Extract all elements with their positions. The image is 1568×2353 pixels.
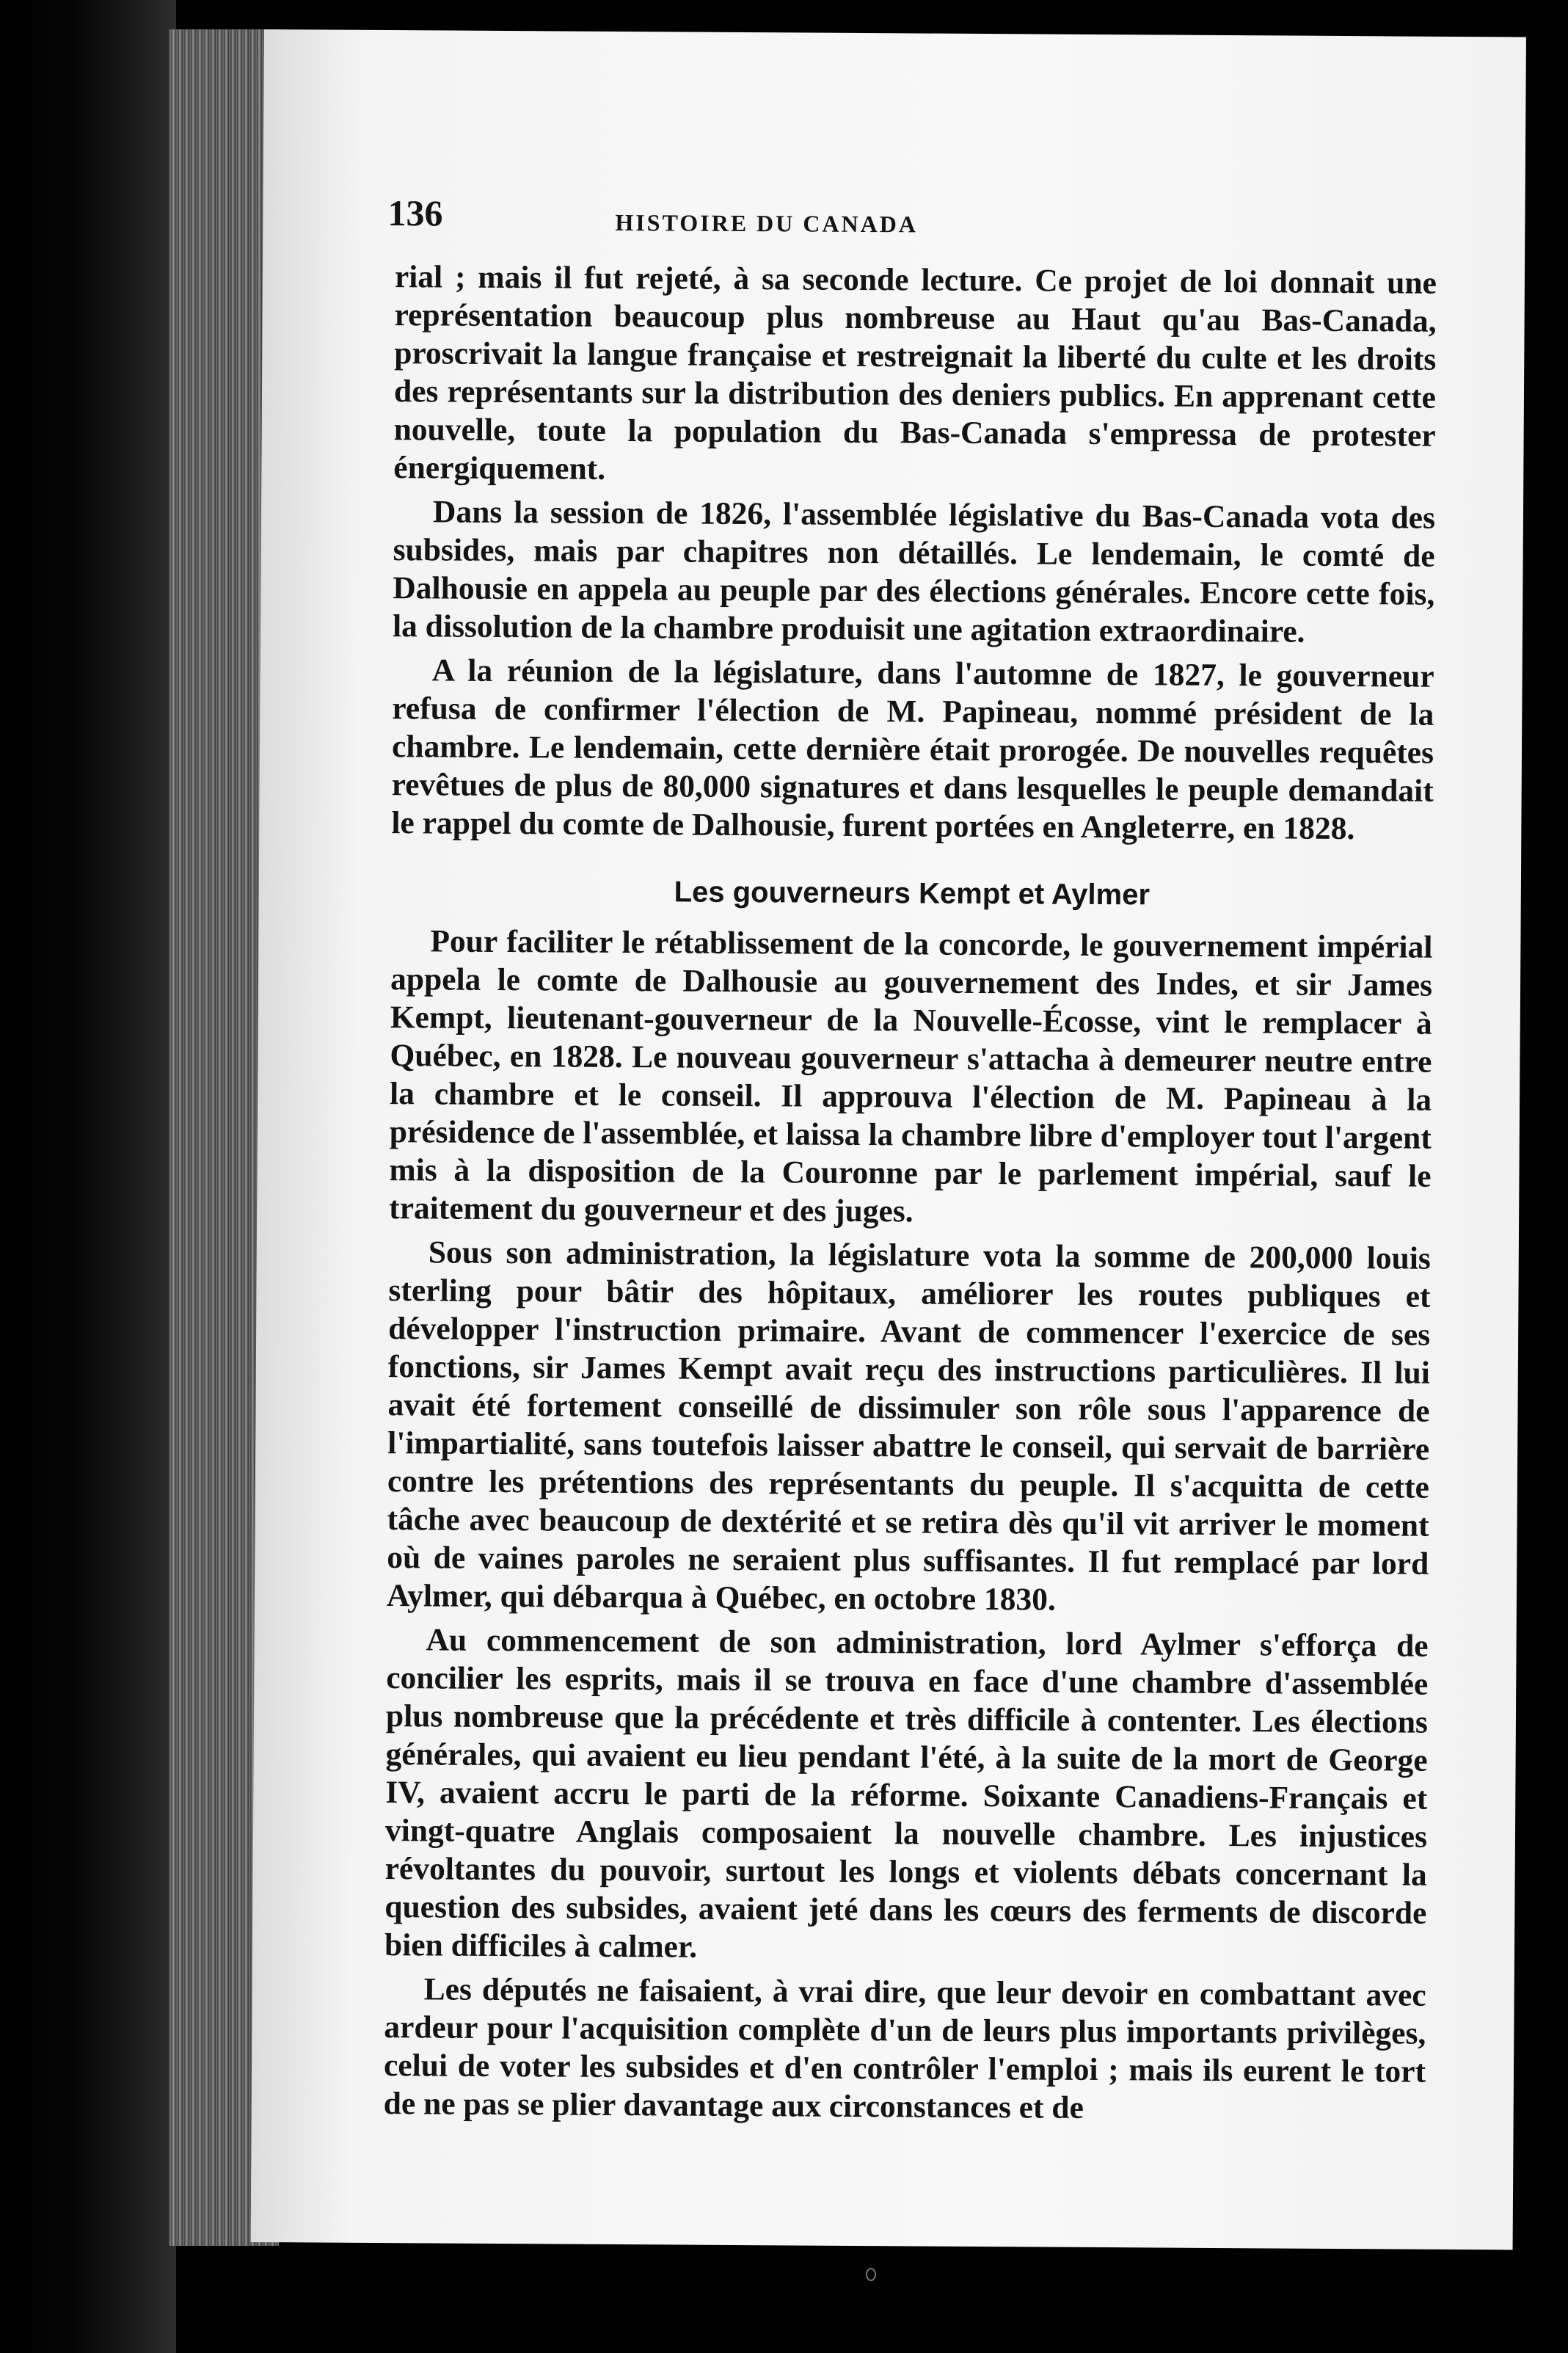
page-number: 136 bbox=[387, 192, 443, 234]
paragraph: Pour faciliter le rétablissement de la concorde, le gouvernement impérial appela le comte de Dalhousie au gouvernement des Indes, et sir James Kempt, lieutenant-gouverneur de la Nouvelle-Écosse, vint le remplacer à Québec, en 1828. Le nouveau gouverneur s'attacha à demeurer neutre entre la chambre et le conseil. Il approuva l'élection de M. Papineau à la présidence de l'assemblée, et laissa la chambre libre d'employer tout l'argent mis à la disposition de la Couronne par le parlement impérial, sauf le traitement du gouverneur et des juges. bbox=[389, 923, 1433, 1229]
paragraph: rial ; mais il fut rejeté, à sa seconde lecture. Ce projet de loi donnait une représentation beaucoup plus nombreuse au Haut qu'au Bas-Canada, proscrivait la langue française et restreignait la liberté du culte et les droits des représentants sur la distribution des deniers publics. En apprenant cette nouvelle, toute la population du Bas-Canada s'empressa de protester énergiquement. bbox=[393, 259, 1437, 487]
film-speck bbox=[866, 2268, 876, 2281]
section-heading: Les gouverneurs Kempt et Aylmer bbox=[674, 876, 1151, 912]
page-text-block bbox=[384, 192, 1437, 2129]
paragraph: A la réunion de la législature, dans l'automne de 1827, le gouverneur refusa de confirmer l'élection de M. Papineau, nommé président de la chambre. Le lendemain, cette dernière était prorogée. De nouvelles requêtes revêtues de plus de 80,000 signatures et dans lesquelles le peuple demandait le rappel du comte de Dalhousie, furent portées en Angleterre, en 1828. bbox=[391, 652, 1434, 847]
microfilm-border bbox=[0, 0, 176, 2353]
page-header bbox=[387, 192, 1437, 264]
running-head: HISTOIRE DU CANADA bbox=[615, 208, 919, 238]
paragraph: Les députés ne faisaient, à vrai dire, que leur devoir en combattant avec ardeur pour l'acquisition complète d'un de leurs plus importants privilèges, celui de voter les subsides et d'en contrôler l'emploi ; mais ils eurent le tort de ne pas se plier davantage aux circonstances et de bbox=[383, 1971, 1426, 2125]
book-page bbox=[251, 29, 1526, 2250]
paragraph: Sous son administration, la législature vota la somme de 200,000 louis sterling pour bâtir des hôpitaux, améliorer les routes publiques et développer l'instruction primaire. Avant de commencer l'exercice de ses fonctions, sir James Kempt avait reçu des instructions particulières. Il lui avait été fortement conseillé de dissimuler son rôle sous l'apparence de l'impartialité, sans toutefois laisser abattre le conseil, qui servait de barrière contre les prétentions des représentants du peuple. Il s'acquitta de cette tâche avec beaucoup de dextérité et se retira dès qu'il vit arriver le moment où de vaines paroles ne seraient plus suffisantes. Il fut remplacé par lord Aylmer, qui débarqua à Québec, en octobre 1830. bbox=[386, 1234, 1431, 1618]
paragraph: Dans la session de 1826, l'assemblée législative du Bas-Canada vota des subsides, mais par chapitres non détaillés. Le lendemain, le comté de Dalhousie en appela au peuple par des élections générales. Encore cette fois, la dissolution de la chambre produisit une agitation extraordinaire. bbox=[392, 494, 1436, 650]
paragraph: Au commencement de son administration, lord Aylmer s'efforça de concilier les esprits, mais il se trouva en face d'une chambre d'assemblée plus nombreuse que la précédente et très difficile à contenter. Les élections générales, qui avaient eu lieu pendant l'été, à la suite de la mort de George IV, avaient accru le parti de la réforme. Soixante Canadiens-Français et vingt-quatre Anglais composaient la nouvelle chambre. Les injustices révoltantes du pouvoir, surtout les longs et violents débats concernant la question des subsides, avaient jeté dans les cœurs des ferments de discorde bien difficiles à calmer. bbox=[384, 1622, 1429, 1965]
